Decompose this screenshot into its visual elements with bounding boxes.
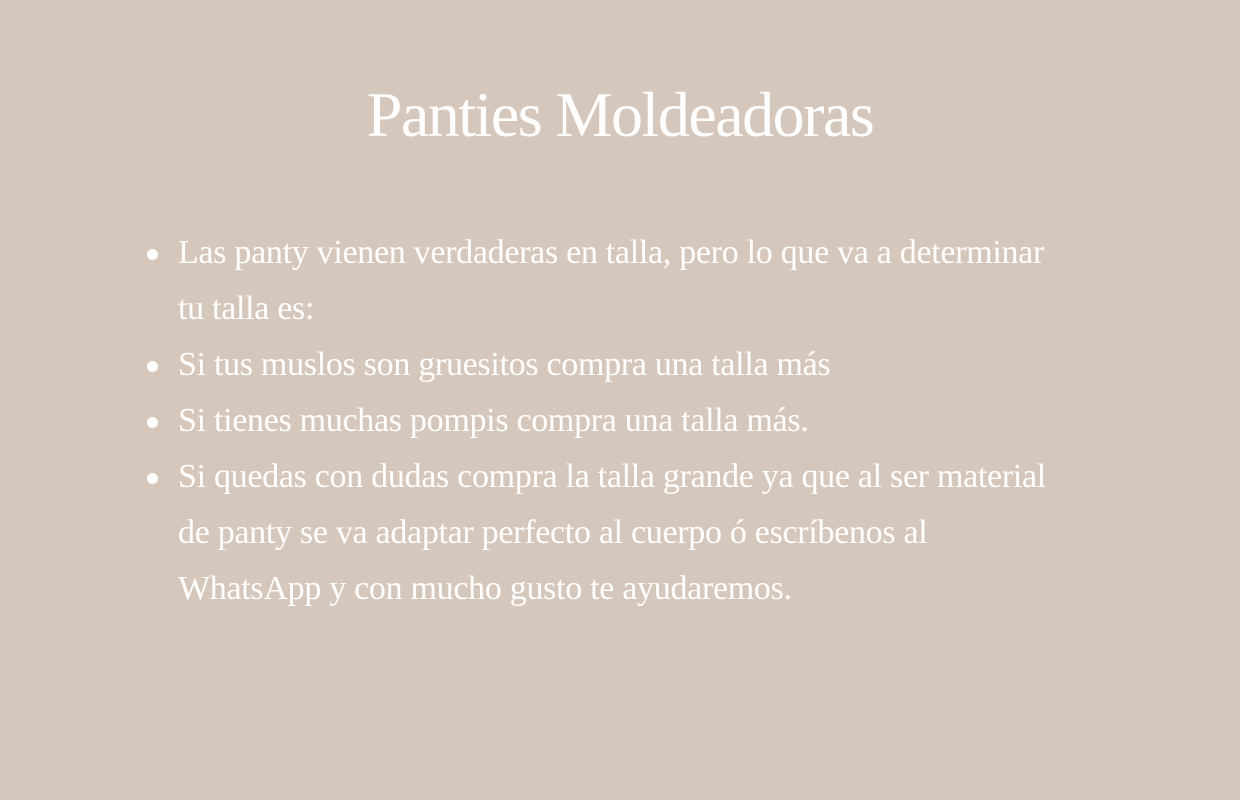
list-item xyxy=(178,393,1078,449)
list-item-text: Si quedas con dudas compra la talla grande ya que al ser material de panty se va adaptar perfecto al cuerpo ó escríbenos al WhatsApp y con mucho gusto te ayudaremos. xyxy=(178,458,1046,607)
list-item-text: Las panty vienen verdaderas en talla, pero lo que va a determinar tu talla es: xyxy=(178,234,1044,327)
list-item xyxy=(178,449,1078,617)
bullet-icon xyxy=(147,361,158,372)
size-guide-list xyxy=(178,225,1078,617)
bullet-icon xyxy=(147,473,158,484)
bullet-icon xyxy=(147,249,158,260)
bullet-icon xyxy=(147,417,158,428)
list-item xyxy=(178,337,1078,393)
page-title: Panties Moldeadoras xyxy=(366,79,874,150)
list-item xyxy=(178,225,1078,337)
list-item-text: Si tienes muchas pompis compra una talla más. xyxy=(178,402,809,439)
list-item-text: Si tus muslos son gruesitos compra una talla más xyxy=(178,346,831,383)
